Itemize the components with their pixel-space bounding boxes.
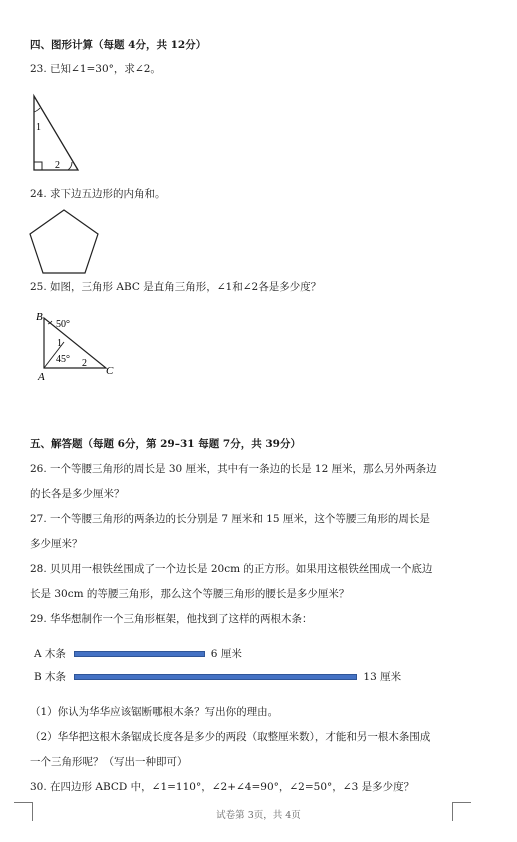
section5-heading: 五、解答题（每题 6分，第 29–31 每题 7分，共 39分） bbox=[30, 438, 301, 450]
stick-a-bar bbox=[74, 651, 205, 657]
stick-a-name: A 木条 bbox=[34, 648, 66, 660]
question-28-line2: 长是 30cm 的等腰三角形，那么这个等腰三角形的腰长是多少厘米？ bbox=[30, 588, 350, 600]
angle-50-label: 50° bbox=[56, 319, 70, 330]
question-25: 25. 如图，三角形 ABC 是直角三角形，∠1和∠2各是多少度？ bbox=[30, 281, 322, 293]
stick-b-name: B 木条 bbox=[34, 671, 67, 683]
stick-b-bar bbox=[74, 674, 357, 680]
q25-angle-2-label: 2 bbox=[82, 358, 87, 369]
q23-right-triangle-figure bbox=[28, 92, 88, 174]
vertex-b-label: B bbox=[36, 311, 43, 323]
page-footer: 试卷第 3页，共 4页 bbox=[216, 810, 301, 821]
question-26-line1: 26. 一个等腰三角形的周长是 30 厘米，其中有一条边的长是 12 厘米，那么另外两条边 bbox=[30, 463, 437, 475]
stick-b-length: 13 厘米 bbox=[363, 671, 402, 683]
question-29: 29. 华华想制作一个三角形框架，他找到了这样的两根木条： bbox=[30, 613, 313, 625]
angle-45-label: 45° bbox=[56, 354, 70, 365]
q24-pentagon-figure bbox=[28, 205, 104, 277]
question-26-line2: 的长各是多少厘米？ bbox=[30, 488, 125, 500]
question-30: 30. 在四边形 ABCD 中，∠1=110°，∠2+∠4=90°，∠2=50°，∠3 是多少度？ bbox=[30, 781, 415, 793]
q25-angle-1-label: 1 bbox=[57, 338, 62, 349]
question-24: 24. 求下边五边形的内角和。 bbox=[30, 188, 166, 200]
q23-angle-1-label: 1 bbox=[36, 122, 41, 133]
question-29-sub1: （1）你认为华华应该锯断哪根木条？写出你的理由。 bbox=[30, 706, 279, 718]
stick-a-length: 6 厘米 bbox=[210, 648, 242, 660]
vertex-a-label: A bbox=[38, 371, 45, 382]
q25-triangle-abc-figure bbox=[32, 308, 122, 382]
q23-angle-2-label: 2 bbox=[55, 160, 60, 171]
question-28-line1: 28. 贝贝用一根铁丝围成了一个边长是 20cm 的正方形。如果用这根铁丝围成一个底边 bbox=[30, 563, 433, 575]
question-27-line2: 多少厘米？ bbox=[30, 538, 83, 550]
question-29-sub2-line2: 一个三角形呢？（写出一种即可） bbox=[30, 756, 188, 768]
question-27-line1: 27. 一个等腰三角形的两条边的长分别是 7 厘米和 15 厘米，这个等腰三角形的周长是 bbox=[30, 513, 430, 525]
question-23: 23. 已知∠1=30°，求∠2。 bbox=[30, 63, 161, 75]
vertex-c-label: C bbox=[106, 365, 114, 377]
question-29-sub2-line1: （2）华华把这根木条锯成长度各是多少的两段（取整厘米数），才能和另一根木条围成 bbox=[30, 731, 431, 743]
section4-heading: 四、图形计算（每题 4分，共 12分） bbox=[30, 39, 207, 51]
